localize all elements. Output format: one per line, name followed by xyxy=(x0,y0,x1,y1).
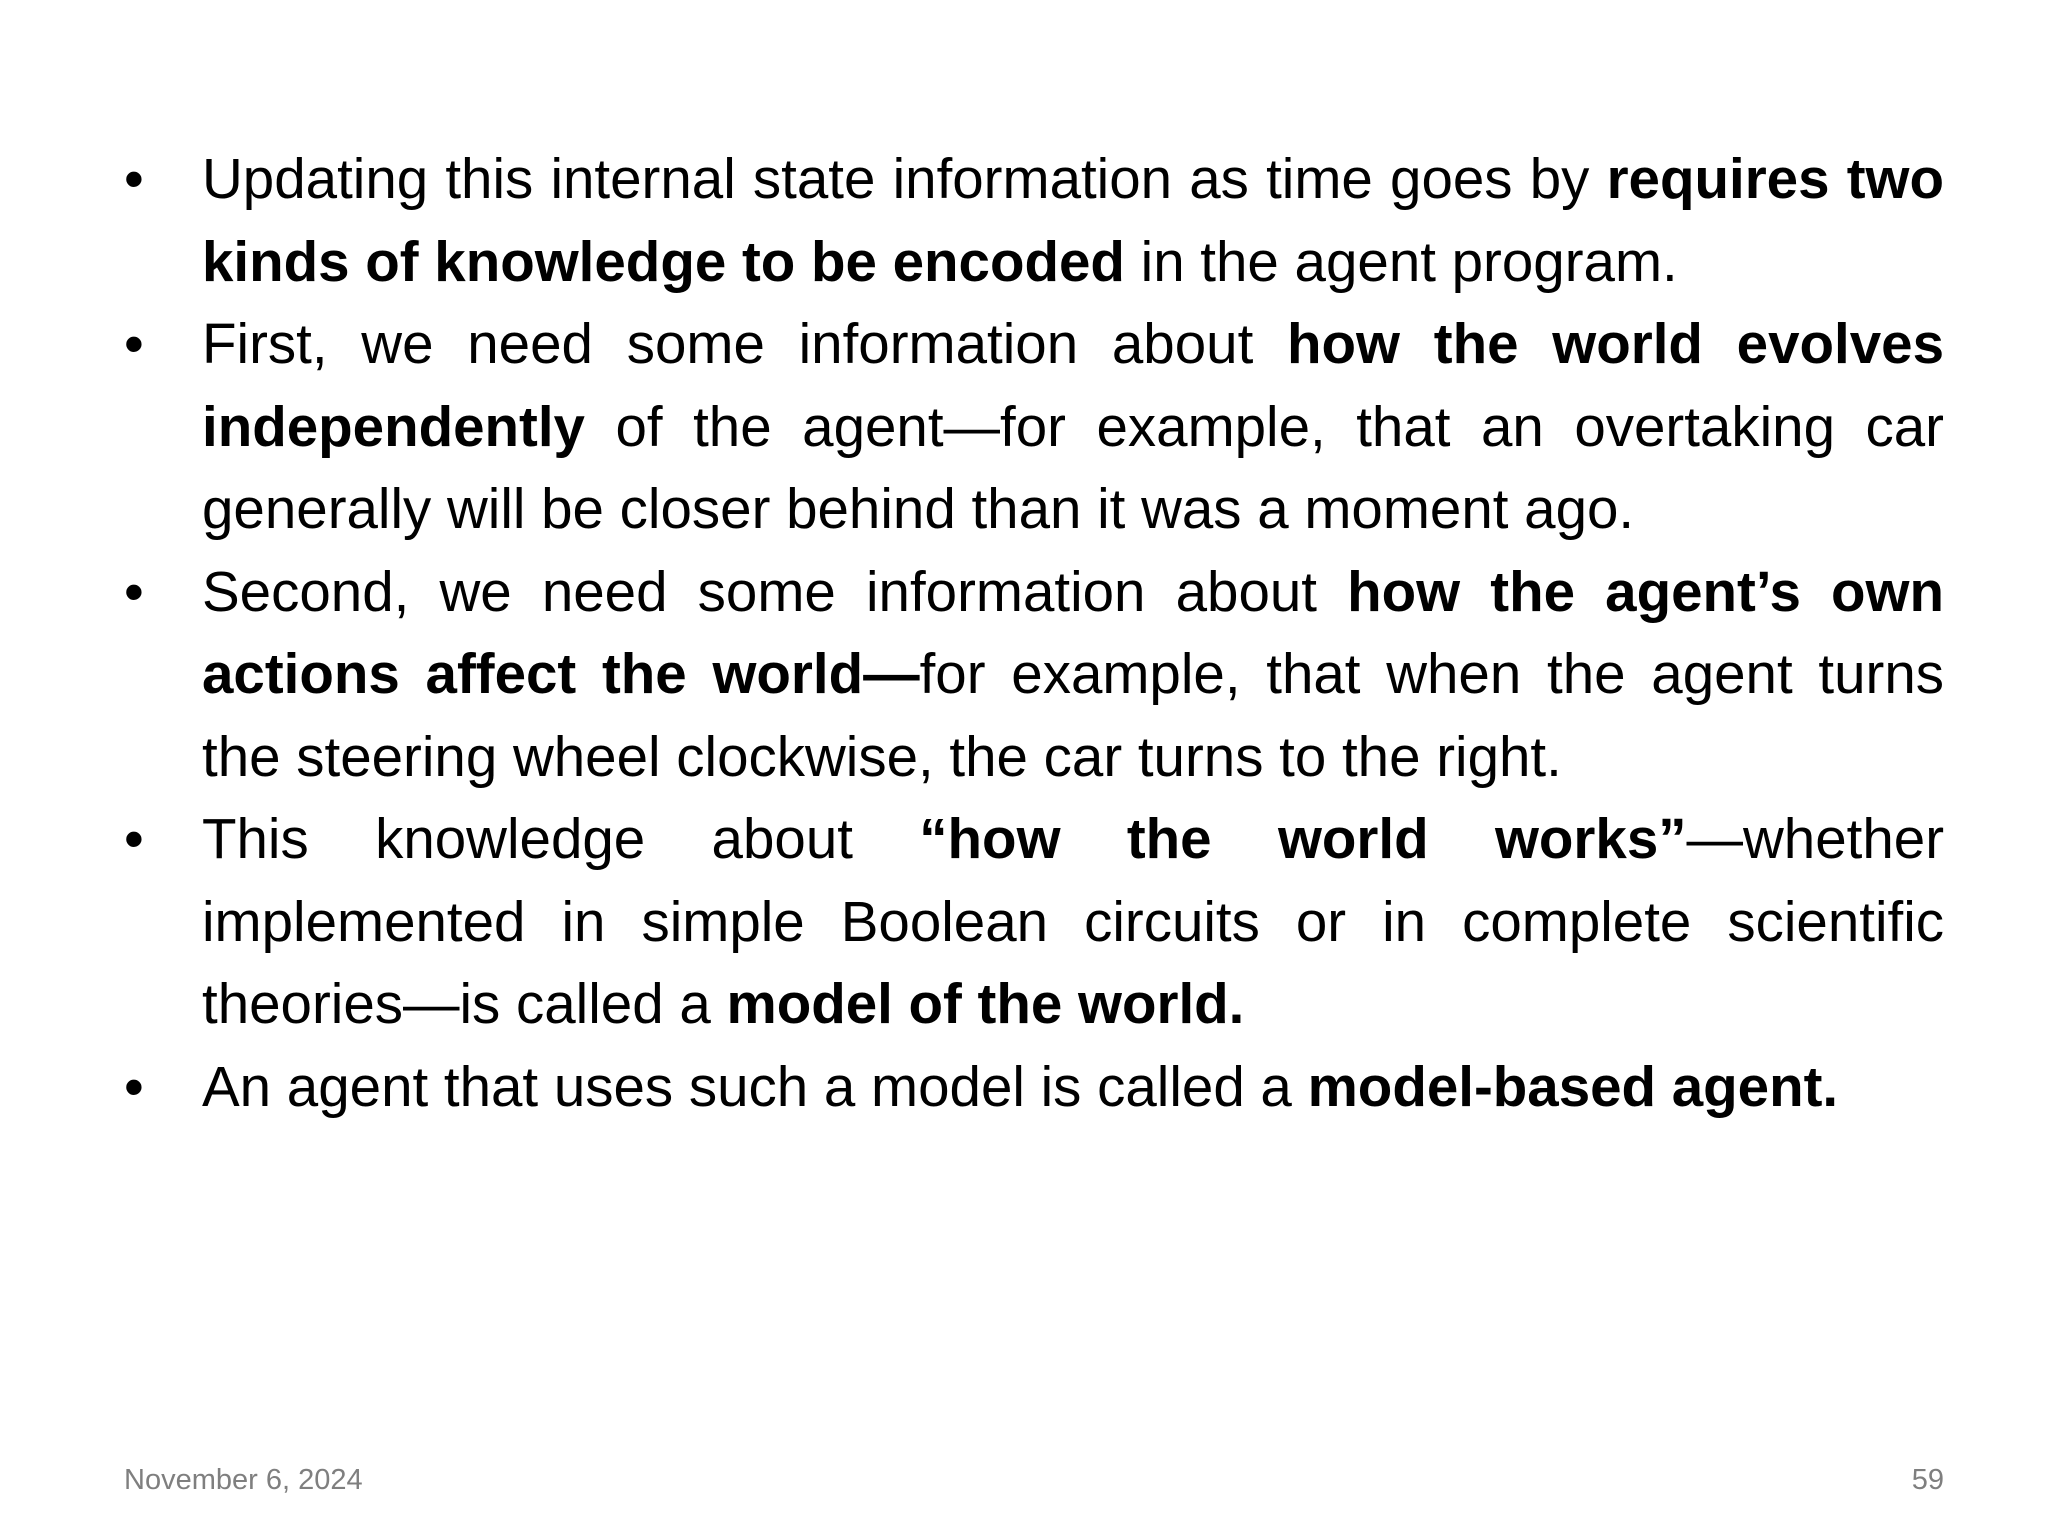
text-segment: —whether implemented in simple Boolean circuits or in complete scientific theories—is called a xyxy=(202,807,1945,1035)
bullet-marker: • xyxy=(124,312,144,375)
bullet-marker: • xyxy=(124,147,144,210)
bullet-item xyxy=(124,138,1944,303)
text-segment: in the agent program. xyxy=(1124,229,1678,293)
page-number: 59 xyxy=(1911,1464,1944,1496)
bullet-text xyxy=(202,1055,1838,1118)
bullet-text xyxy=(202,807,1944,1035)
bullet-item xyxy=(124,1046,1944,1129)
bullet-item xyxy=(124,551,1944,799)
text-segment: of the agent—for example, that an overtaking car generally will be closer behind than it was a moment ago. xyxy=(202,394,1944,540)
bullet-marker: • xyxy=(124,807,144,870)
text-segment: An agent that uses such a model is called a xyxy=(202,1054,1308,1118)
bullet-item xyxy=(124,798,1944,1046)
text-segment: This knowledge about xyxy=(202,807,920,870)
bullet-text xyxy=(202,560,1944,788)
bullet-marker: • xyxy=(124,1054,144,1118)
bullet-text xyxy=(202,312,1944,540)
bold-text-segment: model of the world. xyxy=(726,972,1245,1035)
bullet-text xyxy=(202,147,1944,293)
bold-text-segment: requires two kinds of knowledge to be encoded xyxy=(202,147,1944,293)
text-segment: Updating this internal state information as time goes by xyxy=(202,147,1607,210)
text-segment: for example, that when the agent turns the steering wheel clockwise, the car turns to the right. xyxy=(202,642,1944,788)
bold-text-segment: “how the world works” xyxy=(919,807,1687,870)
footer-date: November 6, 2024 xyxy=(124,1464,363,1496)
bold-text-segment: how the agent’s own actions affect the world— xyxy=(202,559,1944,705)
text-segment: Second, we need some information about xyxy=(202,559,1348,623)
bullet-marker: • xyxy=(124,559,144,623)
bullet-list xyxy=(124,138,1944,1128)
bold-text-segment: model-based agent. xyxy=(1307,1054,1839,1118)
bold-text-segment: how the world evolves independently xyxy=(202,312,1945,458)
text-segment: First, we need some information about xyxy=(202,312,1288,375)
bullet-item xyxy=(124,303,1944,551)
